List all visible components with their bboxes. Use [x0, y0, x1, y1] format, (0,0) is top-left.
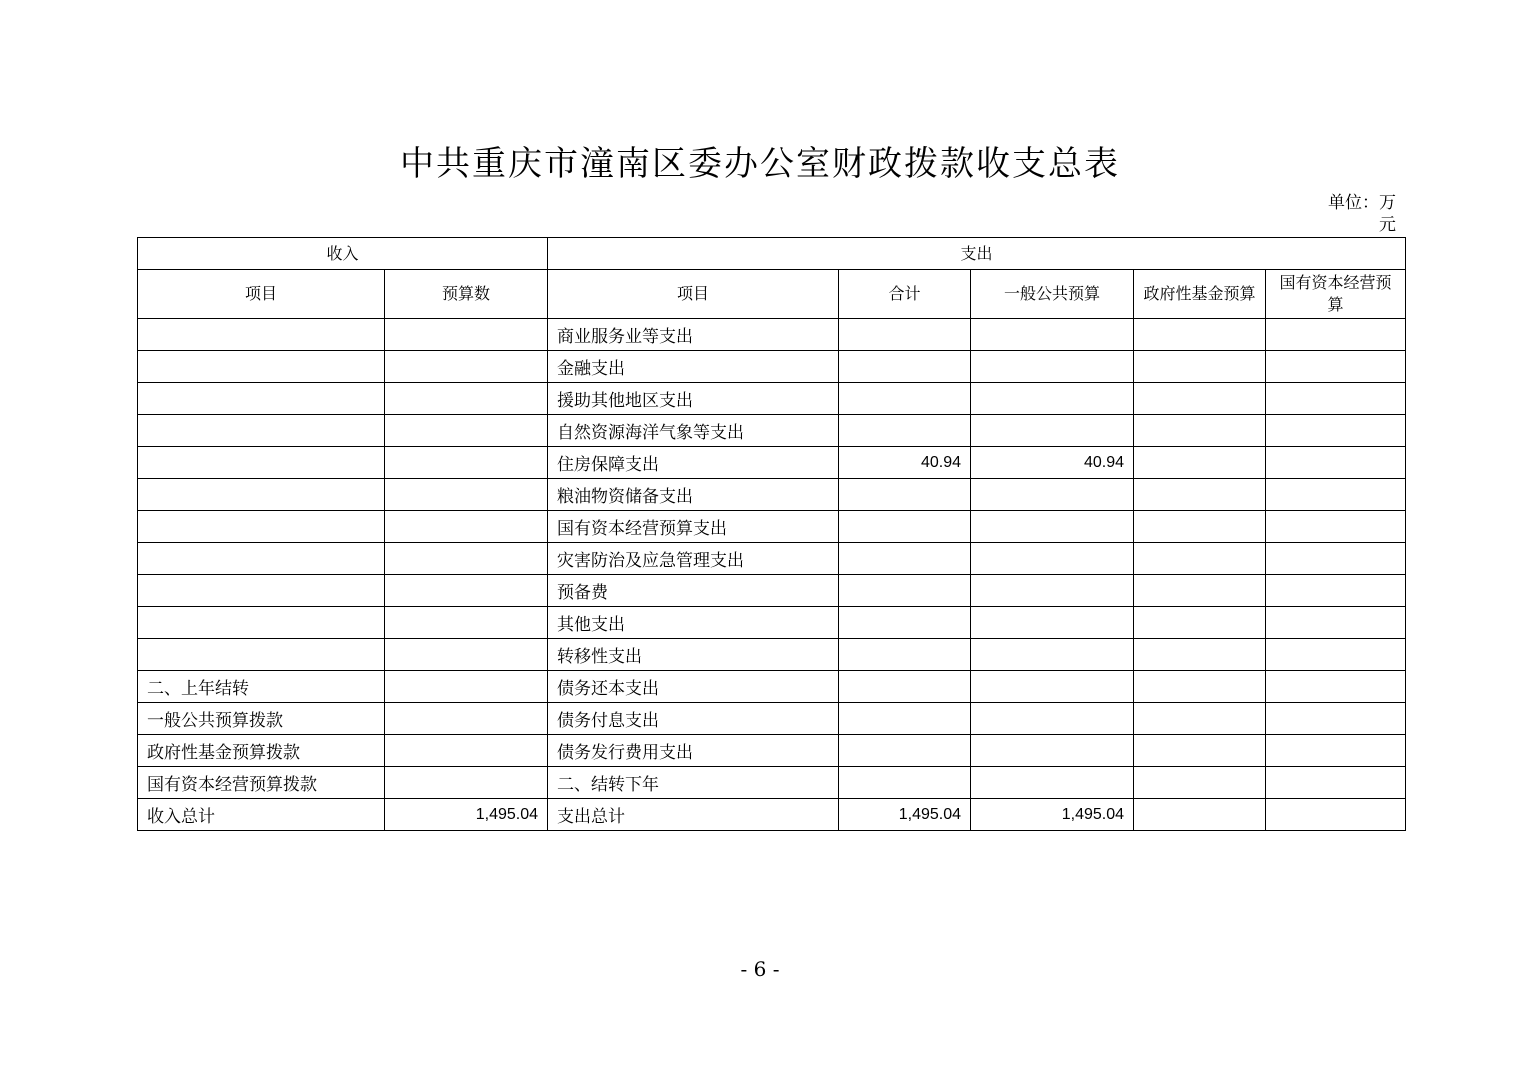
table-row — [138, 543, 1406, 575]
income-item-cell: 收入总计 — [138, 799, 385, 831]
income-item-cell: 一般公共预算拨款 — [138, 703, 385, 735]
gov-fund-budget-cell — [1134, 703, 1266, 735]
general-public-budget-cell — [971, 639, 1134, 671]
table-row — [138, 799, 1406, 831]
general-public-budget-cell — [971, 735, 1134, 767]
total-cell — [839, 543, 971, 575]
table-row — [138, 703, 1406, 735]
income-item-cell — [138, 351, 385, 383]
table-row — [138, 607, 1406, 639]
income-amount-cell — [385, 415, 548, 447]
state-capital-budget-header: 国有资本经营预算 — [1266, 270, 1406, 319]
income-amount-cell — [385, 671, 548, 703]
budget-summary-table — [137, 237, 1406, 831]
gov-fund-budget-cell — [1134, 799, 1266, 831]
table-row — [138, 511, 1406, 543]
general-public-budget-cell — [971, 607, 1134, 639]
state-capital-budget-cell — [1266, 735, 1406, 767]
total-cell — [839, 479, 971, 511]
table-row — [138, 319, 1406, 351]
table-body — [138, 319, 1406, 831]
income-amount-cell — [385, 479, 548, 511]
page-number: - 6 - — [740, 957, 780, 981]
state-capital-budget-cell — [1266, 703, 1406, 735]
income-amount-cell — [385, 511, 548, 543]
table-row — [138, 639, 1406, 671]
total-cell — [839, 351, 971, 383]
expense-item-cell: 转移性支出 — [548, 639, 839, 671]
income-amount-cell — [385, 575, 548, 607]
gov-fund-budget-cell — [1134, 767, 1266, 799]
income-item-cell — [138, 447, 385, 479]
gov-fund-budget-cell — [1134, 575, 1266, 607]
general-public-budget-cell: 40.94 — [971, 447, 1134, 479]
expense-item-cell: 其他支出 — [548, 607, 839, 639]
unit-label-line1: 单位：万 — [1328, 193, 1396, 213]
general-public-budget-cell — [971, 319, 1134, 351]
income-amount-cell — [385, 639, 548, 671]
budget-amount-header: 预算数 — [385, 270, 548, 319]
general-public-budget-cell — [971, 767, 1134, 799]
unit-label-line2: 元 — [1379, 215, 1396, 235]
income-item-cell — [138, 543, 385, 575]
general-public-budget-header: 一般公共预算 — [971, 270, 1134, 319]
page-title: 中共重庆市潼南区委办公室财政拨款收支总表 — [400, 144, 1120, 184]
income-item-cell — [138, 575, 385, 607]
table-row — [138, 351, 1406, 383]
total-cell — [839, 671, 971, 703]
expense-item-cell: 债务发行费用支出 — [548, 735, 839, 767]
table-row — [138, 735, 1406, 767]
income-item-cell — [138, 415, 385, 447]
total-cell: 40.94 — [839, 447, 971, 479]
gov-fund-budget-cell — [1134, 415, 1266, 447]
general-public-budget-cell — [971, 575, 1134, 607]
income-item-cell: 国有资本经营预算拨款 — [138, 767, 385, 799]
income-amount-cell — [385, 543, 548, 575]
gov-fund-budget-cell — [1134, 639, 1266, 671]
expense-item-cell: 债务还本支出 — [548, 671, 839, 703]
income-amount-cell — [385, 703, 548, 735]
table-row — [138, 575, 1406, 607]
state-capital-budget-cell — [1266, 607, 1406, 639]
expense-item-header: 项目 — [548, 270, 839, 319]
state-capital-budget-cell — [1266, 447, 1406, 479]
table-row — [138, 383, 1406, 415]
gov-fund-budget-cell — [1134, 319, 1266, 351]
total-cell — [839, 735, 971, 767]
state-capital-budget-cell — [1266, 575, 1406, 607]
general-public-budget-cell — [971, 543, 1134, 575]
general-public-budget-cell — [971, 351, 1134, 383]
total-cell — [839, 639, 971, 671]
state-capital-budget-cell — [1266, 479, 1406, 511]
income-item-header: 项目 — [138, 270, 385, 319]
general-public-budget-cell: 1,495.04 — [971, 799, 1134, 831]
unit-label — [1316, 192, 1396, 236]
general-public-budget-cell — [971, 383, 1134, 415]
total-cell — [839, 767, 971, 799]
table-row — [138, 447, 1406, 479]
total-cell — [839, 607, 971, 639]
expense-item-cell: 支出总计 — [548, 799, 839, 831]
general-public-budget-cell — [971, 511, 1134, 543]
state-capital-budget-cell — [1266, 799, 1406, 831]
general-public-budget-cell — [971, 415, 1134, 447]
total-cell — [839, 511, 971, 543]
table-row — [138, 671, 1406, 703]
income-item-cell: 政府性基金预算拨款 — [138, 735, 385, 767]
state-capital-budget-cell — [1266, 351, 1406, 383]
total-cell — [839, 319, 971, 351]
total-cell — [839, 575, 971, 607]
gov-fund-budget-cell — [1134, 447, 1266, 479]
income-amount-cell — [385, 767, 548, 799]
income-item-cell — [138, 319, 385, 351]
gov-fund-budget-cell — [1134, 479, 1266, 511]
income-item-cell — [138, 383, 385, 415]
income-group-header: 收入 — [138, 238, 548, 270]
income-amount-cell — [385, 351, 548, 383]
expense-item-cell: 二、结转下年 — [548, 767, 839, 799]
income-item-cell — [138, 511, 385, 543]
total-cell — [839, 383, 971, 415]
state-capital-budget-cell — [1266, 543, 1406, 575]
gov-fund-budget-cell — [1134, 543, 1266, 575]
gov-fund-budget-cell — [1134, 383, 1266, 415]
income-item-cell: 二、上年结转 — [138, 671, 385, 703]
income-item-cell — [138, 479, 385, 511]
state-capital-budget-cell — [1266, 415, 1406, 447]
state-capital-budget-cell — [1266, 671, 1406, 703]
income-amount-cell — [385, 383, 548, 415]
general-public-budget-cell — [971, 671, 1134, 703]
expense-item-cell: 援助其他地区支出 — [548, 383, 839, 415]
expense-item-cell: 金融支出 — [548, 351, 839, 383]
expense-item-cell: 债务付息支出 — [548, 703, 839, 735]
expense-group-header: 支出 — [548, 238, 1406, 270]
general-public-budget-cell — [971, 703, 1134, 735]
total-cell — [839, 415, 971, 447]
income-amount-cell — [385, 447, 548, 479]
state-capital-budget-cell — [1266, 639, 1406, 671]
expense-item-cell: 商业服务业等支出 — [548, 319, 839, 351]
total-header: 合计 — [839, 270, 971, 319]
expense-item-cell: 预备费 — [548, 575, 839, 607]
table-row — [138, 767, 1406, 799]
gov-fund-budget-cell — [1134, 607, 1266, 639]
state-capital-budget-cell — [1266, 319, 1406, 351]
income-item-cell — [138, 639, 385, 671]
gov-fund-budget-header: 政府性基金预算 — [1134, 270, 1266, 319]
expense-item-cell: 自然资源海洋气象等支出 — [548, 415, 839, 447]
gov-fund-budget-cell — [1134, 735, 1266, 767]
income-amount-cell — [385, 319, 548, 351]
table-row — [138, 479, 1406, 511]
total-cell — [839, 703, 971, 735]
expense-item-cell: 国有资本经营预算支出 — [548, 511, 839, 543]
gov-fund-budget-cell — [1134, 671, 1266, 703]
general-public-budget-cell — [971, 479, 1134, 511]
state-capital-budget-cell — [1266, 383, 1406, 415]
gov-fund-budget-cell — [1134, 351, 1266, 383]
state-capital-budget-cell — [1266, 511, 1406, 543]
table-row — [138, 415, 1406, 447]
expense-item-cell: 住房保障支出 — [548, 447, 839, 479]
expense-item-cell: 灾害防治及应急管理支出 — [548, 543, 839, 575]
income-amount-cell: 1,495.04 — [385, 799, 548, 831]
expense-item-cell: 粮油物资储备支出 — [548, 479, 839, 511]
gov-fund-budget-cell — [1134, 511, 1266, 543]
income-item-cell — [138, 607, 385, 639]
state-capital-budget-cell — [1266, 767, 1406, 799]
income-amount-cell — [385, 735, 548, 767]
income-amount-cell — [385, 607, 548, 639]
total-cell: 1,495.04 — [839, 799, 971, 831]
